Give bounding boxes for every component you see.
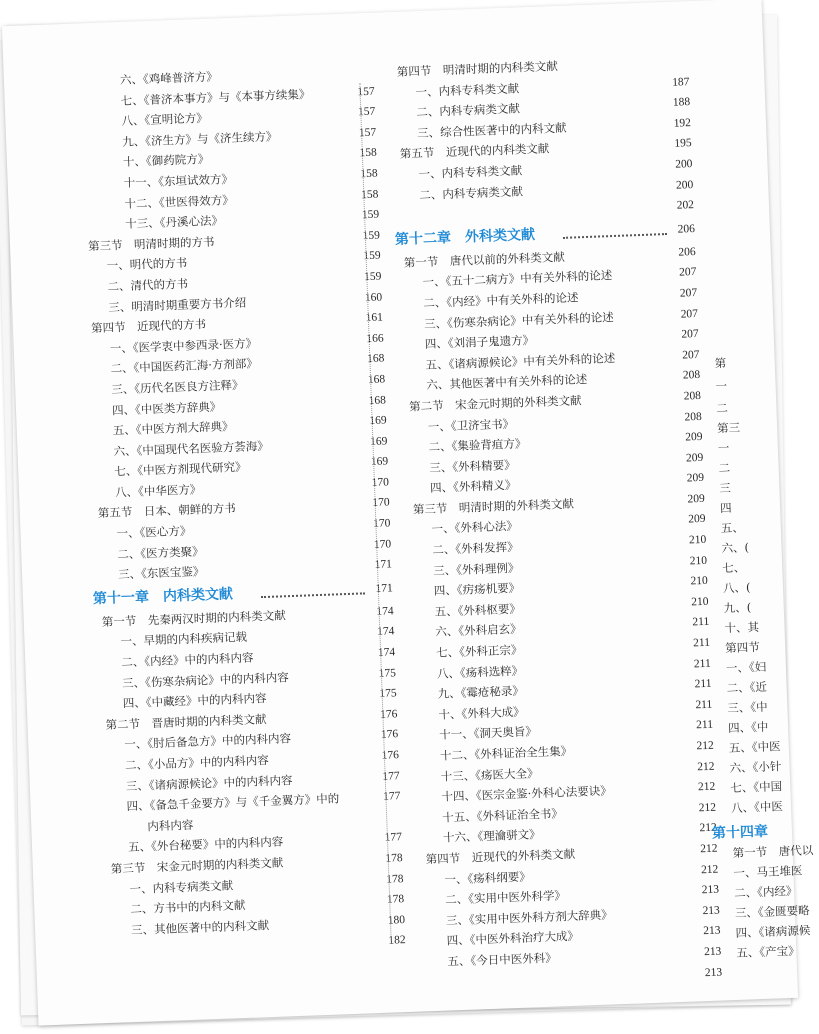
toc-entry-title: 三、其他医著中的内科文献 xyxy=(130,917,270,937)
toc-page-number: 202 xyxy=(676,199,695,212)
toc-page-number: 171 xyxy=(374,558,393,572)
toc-entry-title: 一、《卫济宝书》 xyxy=(427,416,515,434)
toc-page-number: 211 xyxy=(694,677,712,691)
toc-entry-title: 二、清代的方书 xyxy=(107,276,189,294)
toc-entry-title: 第十一章 内科类文献 xyxy=(92,586,234,608)
toc-page-number: 209 xyxy=(688,513,706,526)
toc-page-number: 192 xyxy=(673,116,692,130)
toc-page-number: 177 xyxy=(382,790,401,803)
toc-entry-title: 第五节 日本、朝鲜的方书 xyxy=(97,501,237,521)
toc-entry-title: 五、《诸病源候论》中有关外科的论述 xyxy=(425,350,616,372)
toc-entry-title: 八、《中华医方》 xyxy=(114,482,202,500)
toc-page-number: 213 xyxy=(704,966,723,979)
toc-entry-title: 第三节 明清时期的外科类文献 xyxy=(412,496,575,517)
toc-entry-title: 三、《诸病源候论》中的内科内容 xyxy=(125,772,293,793)
toc-fragment: 五、《产宝》 xyxy=(736,943,800,960)
toc-entry-title: 八、《疡科选粹》 xyxy=(436,663,524,681)
toc-entry-title: 三、《东医宝鉴》 xyxy=(117,564,205,582)
toc-entry-title: 四、《中藏经》中的内科内容 xyxy=(122,691,267,711)
toc-page-number: 210 xyxy=(691,595,709,609)
toc-page-number: 212 xyxy=(696,739,714,753)
toc-entry-title: 四、《外科精义》 xyxy=(429,478,517,496)
toc-page-number: 160 xyxy=(364,291,383,304)
toc-entry-title: 六、其他医著中有关外科的论述 xyxy=(426,372,588,393)
toc-entry-title: 七、《中医方剂现代研究》 xyxy=(114,459,247,479)
toc-page-number: 168 xyxy=(367,373,386,386)
toc-entry-title: 第五节 近现代的内科类文献 xyxy=(399,141,550,162)
toc-page-number: 207 xyxy=(680,307,699,321)
toc-entry-title: 三、《伤寒杂病论》中有关外科的论述 xyxy=(423,309,614,331)
toc-entry-title: 二、《内经》中的内科内容 xyxy=(121,650,254,670)
toc-page-number: 159 xyxy=(363,270,382,284)
toc-page-number: 211 xyxy=(692,636,711,650)
toc-page-number: 213 xyxy=(703,945,722,959)
toc-page-number: 168 xyxy=(368,393,387,407)
toc-page-number: 176 xyxy=(380,728,399,742)
toc-page-number: 170 xyxy=(372,496,390,510)
toc-entry-title: 二、《外科发挥》 xyxy=(432,539,519,557)
toc-column-left xyxy=(74,61,406,962)
toc-entry-title: 六、《外科启玄》 xyxy=(435,622,522,640)
toc-fragment: 四 xyxy=(719,500,732,516)
toc-page-number: 168 xyxy=(366,352,385,366)
toc-page-number: 212 xyxy=(698,801,717,815)
toc-page-number: 175 xyxy=(379,687,397,701)
toc-page-number: 213 xyxy=(702,904,721,917)
toc-entry-title: 十一、《东垣试效方》 xyxy=(123,171,234,190)
toc-page-number: 207 xyxy=(681,328,699,341)
toc-entry-title: 一、《肘后备急方》中的内科内容 xyxy=(124,731,292,752)
toc-fragment: 二、《近 xyxy=(726,679,768,696)
toc-page-number: 159 xyxy=(362,229,381,242)
toc-entry-title: 一、早期的内科疾病记载 xyxy=(120,630,248,649)
toc-entry-title: 一、《外科心法》 xyxy=(431,519,519,537)
toc-page-number: 166 xyxy=(366,332,384,345)
toc-page-number: 195 xyxy=(674,137,692,151)
toc-entry-title: 五、《中医方剂大辞典》 xyxy=(112,419,234,438)
toc-entry-title: 第十二章 外科类文献 xyxy=(394,226,536,248)
toc-fragment: 第十四章 xyxy=(711,823,769,842)
toc-page-number: 208 xyxy=(683,389,702,403)
toc-entry-title: 四、《疠疡机要》 xyxy=(433,580,521,599)
toc-fragment: 一、《妇 xyxy=(725,659,767,676)
toc-entry-title: 第一节 先秦两汉时期的内科类文献 xyxy=(101,608,286,629)
toc-entry-title: 五、《外台秘要》中的内科内容 xyxy=(127,834,284,855)
toc-entry-title: 十二、《外科证治全生集》 xyxy=(439,743,573,763)
toc-entry-title: 一、《五十二病方》中有关外科的论述 xyxy=(422,268,613,290)
toc-entry-title: 四、《中医类方辞典》 xyxy=(111,398,222,417)
toc-entry-title: 四、《备急千金要方》与《千金翼方》中的 xyxy=(126,791,340,814)
toc-page-number: 170 xyxy=(371,476,390,489)
toc-page-number: 175 xyxy=(378,666,397,680)
toc-page-number: 188 xyxy=(672,96,691,109)
toc-entry-title: 三、明清时期重要方书介绍 xyxy=(108,295,247,315)
toc-fragment: 五、《中医 xyxy=(728,739,781,756)
toc-page-number: 208 xyxy=(684,410,702,424)
toc-page-number: 207 xyxy=(678,266,697,279)
toc-page-number: 209 xyxy=(687,492,705,506)
toc-entry-title: 第四节 明清时期的内科类文献 xyxy=(396,58,559,79)
toc-page-number: 178 xyxy=(386,893,405,906)
toc-page-number: 170 xyxy=(372,517,391,531)
toc-fragment: 十、其 xyxy=(724,619,760,636)
toc-entry-title: 二、《集验背疽方》 xyxy=(428,436,527,454)
toc-page-number: 169 xyxy=(370,455,389,469)
toc-entry-title: 八、《宣明论方》 xyxy=(121,110,208,129)
toc-page-number: 212 xyxy=(699,821,718,835)
toc-fragment: 一 xyxy=(715,378,728,394)
toc-page-number: 213 xyxy=(703,924,721,938)
toc-page-number: 157 xyxy=(358,126,377,140)
toc-entry-title: 二、内科专病类文献 xyxy=(416,101,521,120)
toc-entry-title: 六、《中国现代名医验方荟海》 xyxy=(113,438,269,459)
toc-page-number: 180 xyxy=(387,913,406,927)
toc-entry-title: 二、《小品方》中的内科内容 xyxy=(124,752,270,773)
toc-page-number: 158 xyxy=(360,167,378,181)
toc-page-number: 211 xyxy=(695,698,713,712)
toc-page-number: 158 xyxy=(359,146,378,160)
toc-fragment: 八、《中医 xyxy=(730,799,784,816)
toc-entry-title: 一、《疡科纲要》 xyxy=(444,869,531,887)
toc-entry-title: 十三、《丹溪心法》 xyxy=(125,213,224,232)
toc-page-number: 200 xyxy=(675,178,694,192)
toc-page-number: 161 xyxy=(365,311,384,325)
toc-fragment: 二 xyxy=(718,460,731,476)
toc-page-number: 176 xyxy=(381,749,400,762)
toc-page-number: 159 xyxy=(361,208,380,222)
toc-entry-title: 十、《御药院方》 xyxy=(122,152,210,170)
toc-leader-dots xyxy=(563,233,667,239)
toc-fragment: 三 xyxy=(719,480,732,496)
toc-page-number: 208 xyxy=(682,369,701,382)
toc-entry-title: 第四节 近现代的外科类文献 xyxy=(425,846,576,867)
toc-page-number: 209 xyxy=(684,430,703,444)
toc-entry-title: 第三节 宋金元时期的内科类文献 xyxy=(110,855,284,876)
toc-entry-title: 一、内科专病类文献 xyxy=(129,877,234,896)
toc-fragment: 第 xyxy=(714,355,727,371)
toc-page-number: 169 xyxy=(369,435,388,448)
toc-page-number: 174 xyxy=(376,605,394,618)
toc-page-number: 187 xyxy=(671,75,690,89)
toc-entry-title: 一、《医心方》 xyxy=(116,523,192,541)
toc-page-number: 206 xyxy=(678,245,696,259)
toc-page-number: 174 xyxy=(377,646,396,659)
toc-page-number: 212 xyxy=(700,842,718,856)
toc-entry-title: 一、明代的方书 xyxy=(106,255,188,273)
toc-entry-title: 五、《外科枢要》 xyxy=(434,601,522,619)
toc-entry-title: 二、方书中的内科文献 xyxy=(130,898,246,917)
toc-entry-title: 九、《霉疮秘录》 xyxy=(437,683,525,701)
toc-page-number: 210 xyxy=(688,533,707,547)
toc-page-number: 211 xyxy=(695,719,714,732)
toc-fragment: 第三 xyxy=(716,420,741,436)
toc-fragment: 八、( xyxy=(722,580,751,596)
toc-page-number: 210 xyxy=(689,554,708,568)
toc-fragment: 三、《中 xyxy=(727,699,768,716)
toc-fragment: 六、( xyxy=(721,540,750,556)
toc-page-number: 176 xyxy=(379,708,398,721)
toc-page-number: 174 xyxy=(376,625,395,639)
toc-entry-title: 二、内科专病类文献 xyxy=(419,183,524,202)
toc-leader-dots xyxy=(261,592,365,598)
toc-entry-title: 九、《济生方》与《济生续方》 xyxy=(121,129,278,149)
toc-entry-title: 一、内科专科类文献 xyxy=(418,163,523,182)
toc-entry-title: 二、《医方类聚》 xyxy=(117,543,204,562)
toc-fragment: 一 xyxy=(717,440,730,456)
toc-entry-title: 七、《外科正宗》 xyxy=(435,642,523,660)
toc-fragment: 一、马王堆医 xyxy=(733,863,803,881)
toc-entry-title: 二、《实用中医外科学》 xyxy=(444,888,567,907)
toc-entry-title: 二、《中国医药汇海·方剂部》 xyxy=(110,356,259,376)
toc-page-number: 210 xyxy=(690,575,708,588)
toc-page-number: 171 xyxy=(375,582,394,595)
toc-page-number: 206 xyxy=(677,222,696,236)
toc-page-number: 158 xyxy=(360,188,379,201)
toc-page-number: 207 xyxy=(679,286,698,300)
toc-entry-title: 十、《外科大成》 xyxy=(438,704,525,722)
toc-entry-title: 第二节 晋唐时期的内科类文献 xyxy=(105,711,267,732)
toc-fragment: 第四节 xyxy=(724,639,760,656)
toc-page-number: 212 xyxy=(700,863,719,876)
toc-fragment: 二、《内经》 xyxy=(733,883,798,901)
toc-fragment: 四、《中 xyxy=(727,719,769,736)
toc-entry-title: 第一节 唐代以前的外科类文献 xyxy=(403,249,566,270)
toc-fragment: 七、《中国 xyxy=(730,779,783,796)
toc-page-number: 209 xyxy=(685,451,704,465)
toc-fragment: 二 xyxy=(716,400,729,416)
toc-entry-title: 六、《鸡峰普济方》 xyxy=(119,69,218,87)
toc-page-number: 209 xyxy=(686,472,705,485)
toc-page-number: 157 xyxy=(357,85,375,98)
toc-page-number: 200 xyxy=(674,158,693,171)
toc-page-number: 157 xyxy=(357,105,376,119)
toc-page xyxy=(2,0,814,1026)
toc-fragment: 六、《小针 xyxy=(729,759,782,776)
toc-entry-title: 二、《内经》中有关外科的论述 xyxy=(423,290,579,310)
toc-page-number: 169 xyxy=(369,414,387,428)
toc-fragment: 九、( xyxy=(723,600,752,616)
toc-page-number: 213 xyxy=(701,883,720,897)
toc-page-number: 211 xyxy=(693,657,711,670)
toc-page-number: 178 xyxy=(385,872,404,886)
toc-fragment: 三、《金匮要略 xyxy=(734,903,810,920)
toc-entry-title: 第四节 近现代的方书 xyxy=(90,317,207,336)
toc-page-number: 177 xyxy=(384,831,403,845)
toc-entry-title: 十一、《洞天奥旨》 xyxy=(438,724,538,743)
toc-page-number: 182 xyxy=(388,934,406,948)
toc-entry-title: 十三、《疡医大全》 xyxy=(440,765,539,784)
toc-page-number: 159 xyxy=(363,249,381,263)
toc-entry-title: 一、《医学衷中参西录·医方》 xyxy=(109,335,258,356)
toc-entry-title: 十二、《世医得效方》 xyxy=(124,192,234,211)
toc-entry-title: 内科内容 xyxy=(147,817,194,834)
toc-entry-title: 三、《历代名医良方注释》 xyxy=(111,377,244,397)
toc-page-number: 207 xyxy=(681,348,700,362)
toc-entry-title: 三、《外科精要》 xyxy=(429,457,516,475)
toc-entry-title: 七、《普济本事方》与《本事方续集》 xyxy=(120,86,311,108)
toc-entry-title: 三、《实用中医外科方剂大辞典》 xyxy=(445,907,613,928)
toc-page-number: 177 xyxy=(382,769,400,783)
toc-fragment: 五、 xyxy=(720,520,745,536)
toc-entry-title: 四、《刘涓子鬼遗方》 xyxy=(424,333,535,352)
toc-fragment: 四、《诸病源候 xyxy=(735,923,811,940)
toc-fragment: 第一节 唐代以 xyxy=(732,843,814,861)
toc-entry-title: 第二节 宋金元时期的外科类文献 xyxy=(408,393,582,414)
toc-entry-title: 第三节 明清时期的方书 xyxy=(87,234,215,253)
toc-entry-title: 三、《外科理例》 xyxy=(432,560,520,578)
toc-page-number: 212 xyxy=(697,760,715,773)
toc-page-number: 178 xyxy=(385,852,403,865)
toc-entry-title: 十五、《外科证治全书》 xyxy=(441,806,564,825)
toc-entry-title: 四、《中医外科治疗大成》 xyxy=(446,929,580,948)
toc-entry-title: 五、《今日中医外科》 xyxy=(447,950,557,969)
toc-entry-title: 一、内科专科类文献 xyxy=(415,80,520,99)
toc-page-number: 211 xyxy=(692,616,710,629)
toc-page-number: 212 xyxy=(697,780,716,794)
toc-entry-title: 十六、《理瀹骈文》 xyxy=(442,827,541,846)
toc-entry-title: 三、《伤寒杂病论》中的内科内容 xyxy=(121,669,289,690)
toc-entry-title: 十四、《医宗金鉴·外科心法要诀》 xyxy=(441,783,613,804)
toc-page-number: 170 xyxy=(373,538,392,551)
toc-entry-title: 三、综合性医著中的内科文献 xyxy=(416,120,567,140)
toc-fragment: 七、 xyxy=(722,560,746,576)
